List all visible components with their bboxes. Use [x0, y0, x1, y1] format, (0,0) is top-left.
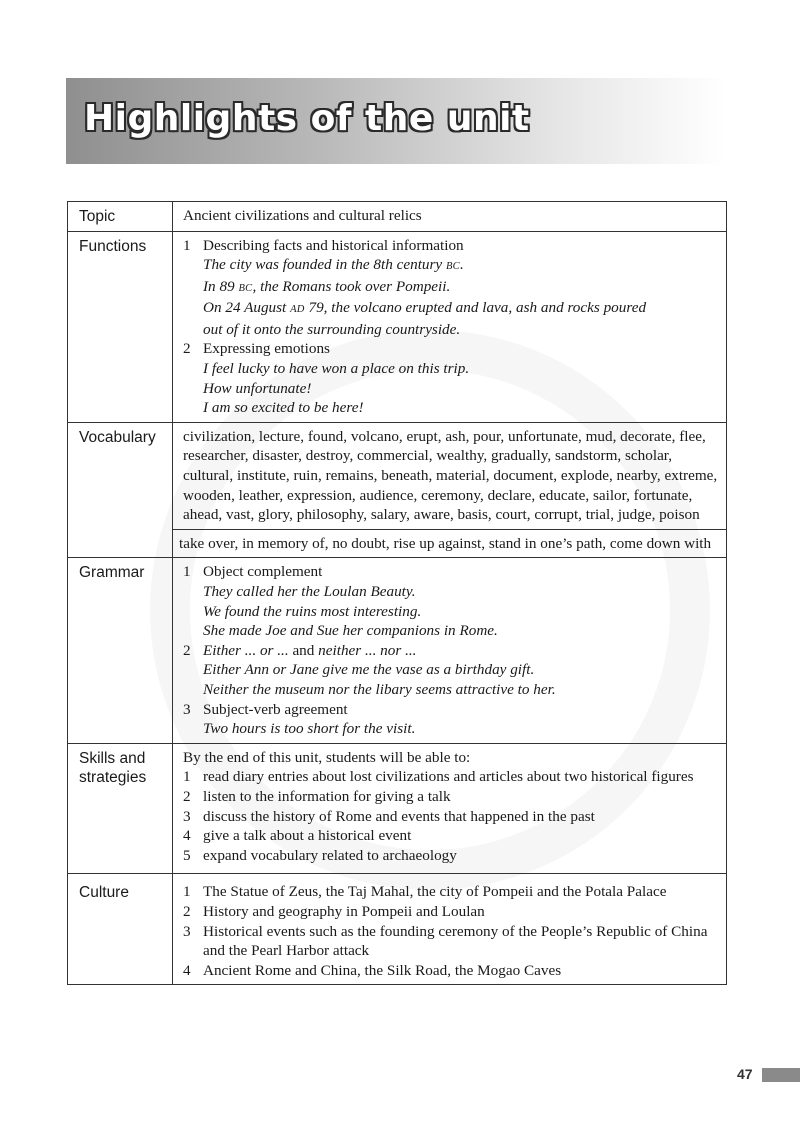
example-sentence: I feel lucky to have won a place on this trip.	[203, 360, 470, 378]
list-item: 1 read diary entries about lost civilizations and articles about two historical figures	[183, 768, 694, 786]
example-sentence: How unfortunate!	[203, 379, 312, 397]
label-skills: Skills and strategies	[68, 743, 173, 874]
list-item: 5 expand vocabulary related to archaeology	[183, 846, 457, 864]
label-vocabulary: Vocabulary	[68, 422, 173, 558]
skills-content	[173, 743, 727, 874]
topic-text: Ancient civilizations and cultural relics	[173, 202, 727, 232]
example-sentence: Neither the museum nor the libary seems attractive to her.	[203, 680, 556, 698]
row-topic	[68, 202, 727, 232]
example-sentence: out of it onto the surrounding countryside.	[203, 320, 461, 338]
example-sentence: In 89 BC, the Romans took over Pompeii.	[203, 277, 451, 295]
vocabulary-phrases: take over, in memory of, no doubt, rise up against, stand in one’s path, come down with	[173, 529, 727, 558]
label-grammar: Grammar	[68, 558, 173, 743]
list-item: 2 listen to the information for giving a talk	[183, 787, 451, 805]
example-sentence: We found the ruins most interesting.	[203, 602, 422, 620]
row-functions	[68, 231, 727, 422]
highlights-table	[67, 201, 727, 985]
row-skills	[68, 743, 727, 874]
label-functions: Functions	[68, 231, 173, 422]
example-sentence: They called her the Loulan Beauty.	[203, 583, 416, 600]
row-vocabulary-words	[68, 422, 727, 529]
list-item: 4 Ancient Rome and China, the Silk Road, the Mogao Caves	[183, 961, 562, 979]
list-item: 3 discuss the history of Rome and events that happened in the past	[183, 807, 595, 825]
list-item: 3 Subject-verb agreement	[183, 700, 348, 718]
list-item: 4 give a talk about a historical event	[183, 827, 412, 845]
example-sentence: Either Ann or Jane give me the vase as a birthday gift.	[203, 661, 535, 679]
functions-content	[173, 231, 727, 422]
skills-intro: By the end of this unit, students will be able to:	[183, 748, 471, 766]
list-item: 1 Describing facts and historical information	[183, 236, 464, 254]
label-topic: Topic	[68, 202, 173, 232]
example-sentence: On 24 August AD 79, the volcano erupted and lava, ash and rocks poured	[203, 299, 647, 317]
page-title: Highlights of the unit	[84, 98, 530, 139]
example-sentence: I am so excited to be here!	[203, 399, 364, 417]
page-number: 47	[737, 1066, 753, 1082]
row-culture	[68, 874, 727, 985]
list-item: 2 Either ... or ... and neither ... nor ...	[183, 641, 417, 659]
vocabulary-words: civilization, lecture, found, volcano, erupt, ash, pour, unfortunate, mud, decorate, flee, researcher, disaster, destroy, commercial, wealthy, gradually, sandstorm, scholar, cultural, institute, ruin, remains, beneath, material, document, explode, nearby, extreme, wooden, leather, expression, audience, ceremony, declare, educate, sailor, fortunate, ahead, vast, glory, philosophy, salary, aware, basis, court, corrupt, trial, judge, poison	[173, 422, 727, 529]
list-item: 3 Historical events such as the founding ceremony of the People’s Republic of China and the Pearl Harbor attack	[183, 922, 708, 960]
list-item: 1 Object complement	[183, 563, 323, 581]
label-culture: Culture	[68, 874, 173, 985]
page-number-bar	[762, 1068, 800, 1082]
example-sentence: Two hours is too short for the visit.	[203, 720, 416, 738]
example-sentence: The city was founded in the 8th century BC.	[203, 256, 464, 274]
list-item: 2 Expressing emotions	[183, 340, 330, 358]
grammar-content	[173, 558, 727, 743]
culture-content	[173, 874, 727, 985]
row-grammar	[68, 558, 727, 743]
list-item: 1 The Statue of Zeus, the Taj Mahal, the city of Pompeii and the Potala Palace	[183, 883, 667, 901]
example-sentence: She made Joe and Sue her companions in Rome.	[203, 622, 498, 640]
list-item: 2 History and geography in Pompeii and Loulan	[183, 902, 485, 920]
